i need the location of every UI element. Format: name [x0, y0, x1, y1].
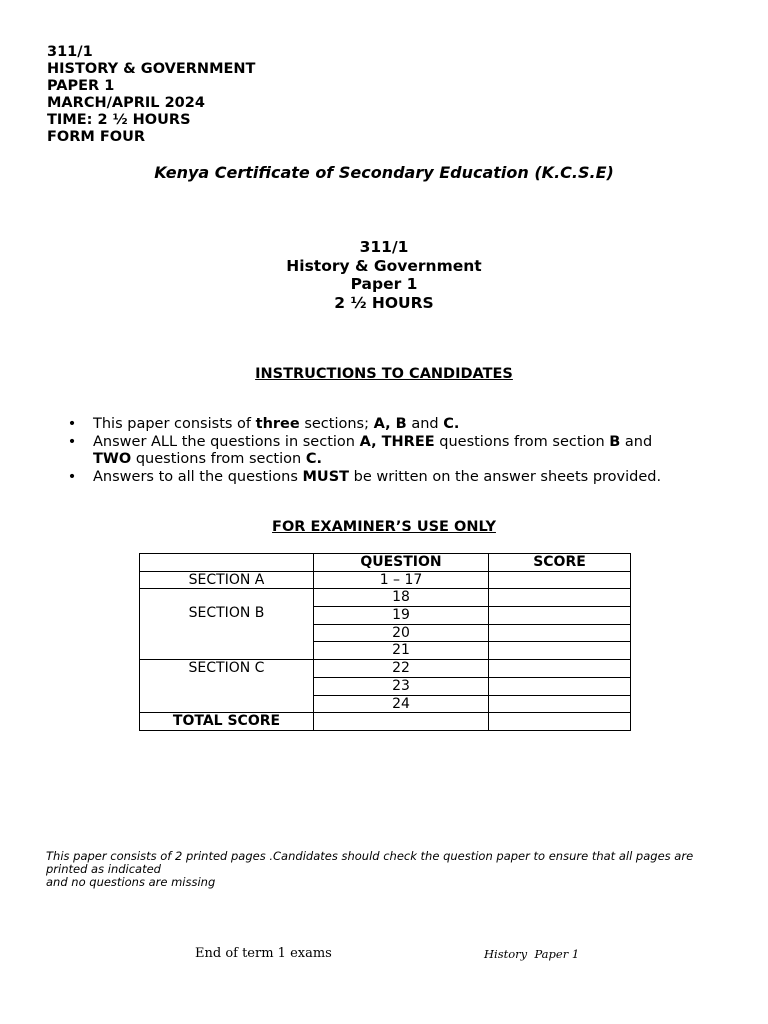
- column-header-score: SCORE: [489, 554, 631, 572]
- center-subject: History & Government: [286, 256, 482, 275]
- instructions-list: [67, 416, 727, 486]
- score-cell: [489, 677, 631, 695]
- text-run-bold: B: [609, 433, 621, 450]
- question-cell: [314, 713, 489, 731]
- text-run: questions from section: [131, 451, 306, 467]
- table-row: [140, 660, 631, 678]
- header-paper: PAPER 1: [47, 78, 115, 94]
- bullet-icon: •: [67, 416, 77, 432]
- text-run-bold: three: [255, 416, 300, 432]
- header-time: TIME: 2 ½ HOURS: [47, 112, 191, 128]
- question-cell: 19: [314, 607, 489, 625]
- score-cell: [489, 607, 631, 625]
- text-run-bold: C.: [305, 451, 322, 467]
- score-cell: [489, 660, 631, 678]
- text-run: Answer ALL the questions in section: [93, 433, 360, 450]
- score-cell: [489, 589, 631, 607]
- footer-note: [46, 850, 736, 889]
- text-run-bold: C.: [443, 416, 460, 432]
- table-header-row: [140, 554, 631, 572]
- score-cell: [489, 571, 631, 589]
- question-cell: 1 – 17: [314, 571, 489, 589]
- instructions-heading: INSTRUCTIONS TO CANDIDATES: [255, 366, 513, 382]
- text-run: This paper consists of: [93, 416, 256, 432]
- question-cell: 24: [314, 695, 489, 713]
- text-run: and: [620, 433, 653, 450]
- footer-note-line: and no questions are missing: [46, 875, 216, 889]
- text-run: questions from section: [434, 433, 610, 450]
- score-cell: [489, 695, 631, 713]
- header-code: 311/1: [47, 44, 93, 60]
- score-cell: [489, 624, 631, 642]
- exam-title: Kenya Certificate of Secondary Education (K.C.S.E): [154, 163, 614, 182]
- text-run: sections;: [299, 416, 374, 432]
- instruction-item: [67, 434, 727, 469]
- table-row: [140, 589, 631, 607]
- header-date: MARCH/APRIL 2024: [47, 95, 205, 111]
- text-run: and: [406, 416, 444, 432]
- header-subject: HISTORY & GOVERNMENT: [47, 61, 256, 77]
- text-run: Answers to all the questions: [93, 468, 303, 485]
- examiner-heading: FOR EXAMINER’S USE ONLY: [272, 519, 496, 535]
- paper-title-block: [0, 238, 768, 312]
- question-cell: 22: [314, 660, 489, 678]
- table-row: [140, 571, 631, 589]
- center-duration: 2 ½ HOURS: [334, 293, 434, 312]
- total-score-label: TOTAL SCORE: [140, 713, 314, 731]
- section-a-label: SECTION A: [140, 571, 314, 589]
- score-table: [139, 553, 631, 731]
- section-b-text: SECTION B: [188, 605, 265, 622]
- table-cell: [140, 554, 314, 572]
- bullet-icon: •: [67, 433, 77, 450]
- question-cell: 23: [314, 677, 489, 695]
- footer-note-line: This paper consists of 2 printed pages .Candidates should check the question paper to ensure that all pages are printed as indicated: [46, 849, 694, 876]
- bullet-icon: •: [67, 468, 77, 485]
- text-run-bold: TWO: [93, 451, 132, 467]
- instruction-item: [67, 469, 727, 487]
- text-run-bold: A, B: [373, 416, 407, 432]
- header-form: FORM FOUR: [47, 129, 146, 145]
- text-run: be written on the answer sheets provided.: [349, 468, 662, 485]
- text-run-bold: MUST: [302, 468, 350, 485]
- column-header-question: QUESTION: [314, 554, 489, 572]
- center-code: 311/1: [359, 238, 409, 256]
- section-c-label: [140, 660, 314, 713]
- footer-right-text: History Paper 1: [484, 947, 580, 961]
- table-row: [140, 713, 631, 731]
- question-cell: 21: [314, 642, 489, 660]
- instruction-item: [67, 416, 727, 434]
- question-cell: 20: [314, 624, 489, 642]
- section-c-text: SECTION C: [188, 660, 265, 677]
- footer-left-text: End of term 1 exams: [195, 946, 332, 961]
- paper-header: [47, 44, 255, 146]
- center-paper: Paper 1: [350, 275, 418, 293]
- score-cell: [489, 713, 631, 731]
- score-cell: [489, 642, 631, 660]
- question-cell: 18: [314, 589, 489, 607]
- section-b-label: [140, 589, 314, 660]
- text-run-bold: A, THREE: [359, 433, 435, 450]
